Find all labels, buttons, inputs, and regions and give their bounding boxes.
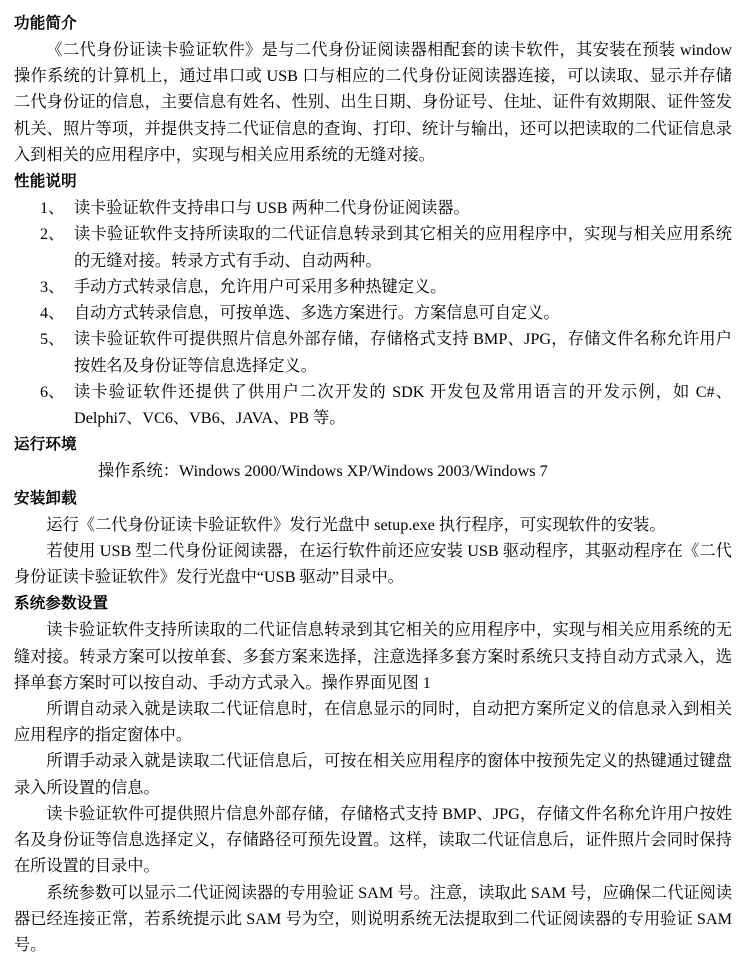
list-item xyxy=(14,379,732,431)
list-item-number: 4、 xyxy=(40,304,65,323)
list-item-number: 6、 xyxy=(40,382,65,401)
list-item xyxy=(14,326,732,378)
list-item-number: 5、 xyxy=(40,330,65,349)
list-item-number: 1、 xyxy=(40,199,65,218)
list-item-text: 自动方式转录信息，可按单选、多选方案进行。方案信息可自定义。 xyxy=(74,304,560,323)
list-item-text: 读卡验证软件支持串口与 USB 两种二代身份证阅读器。 xyxy=(74,199,470,218)
section-heading-performance: 性能说明 xyxy=(14,173,77,191)
paragraph-sysparam-3: 所谓手动录入就是读取二代证信息后，可按在相关应用程序的窗体中按预先定义的热键通过键盘录入所设置的信息。 xyxy=(14,752,732,797)
section-heading-intro: 功能简介 xyxy=(14,15,77,32)
list-item-text: 读卡验证软件还提供了供用户二次开发的 SDK 开发包及常用语言的开发示例，如 C#、Delphi7、VC6、VB6、JAVA、PB 等。 xyxy=(74,382,732,428)
list-item xyxy=(14,274,732,300)
list-item-text: 读卡验证软件可提供照片信息外部存储，存储格式支持 BMP、JPG，存储文件名称允许用户按姓名及身份证等信息选择定义。 xyxy=(74,330,732,375)
section-heading-install: 安装卸载 xyxy=(14,489,77,507)
list-item-text: 读卡验证软件支持所读取的二代证信息转录到其它相关的应用程序中，实现与相关应用系统的无缝对接。转录方式有手动、自动两种。 xyxy=(74,225,732,270)
paragraph-intro-1: 《二代身份证读卡验证软件》是与二代身份证阅读器相配套的读卡软件，其安装在预装 window 操作系统的计算机上，通过串口或 USB 口与相应的二代身份证阅读器连接，可以读取、显示并存储二代身份证的信息，主要信息有姓名、性别、出生日期、身份证号、住址、证件有效期限、证件签发机关、照片等项，并提供支持二代证信息的查询、打印、统计与输出，还可以把读取的二代证信息录入到相关的应用程序中，实现与相关应用系统的无缝对接。 xyxy=(14,41,732,164)
paragraph-sysparam-5: 系统参数可以显示二代证阅读器的专用验证 SAM 号。注意，读取此 SAM 号，应确保二代证阅读器已经连接正常，若系统提示此 SAM 号为空，则说明系统无法提取到二代证阅读器的专用验证 SAM 号。 xyxy=(14,883,732,955)
performance-list xyxy=(14,195,732,431)
list-item-number: 2、 xyxy=(40,225,65,244)
list-item-text: 手动方式转录信息，允许用户可采用多种热键定义。 xyxy=(74,277,447,296)
runtime-os-line: 操作系统：Windows 2000/Windows XP/Windows 2003/Windows 7 xyxy=(98,462,548,481)
list-item xyxy=(14,195,732,221)
paragraph-sysparam-4: 读卡验证软件可提供照片信息外部存储，存储格式支持 BMP、JPG，存储文件名称允许用户按姓名及身份证等信息选择定义，存储路径可预先设置。这样，读取二代证信息后，证件照片会同时保持在所设置的目录中。 xyxy=(14,804,732,876)
paragraph-install-2: 若使用 USB 型二代身份证阅读器，在运行软件前还应安装 USB 驱动程序，其驱动程序在《二代身份证读卡验证软件》发行光盘中“USB 驱动”目录中。 xyxy=(14,541,732,587)
section-heading-runtime: 运行环境 xyxy=(14,436,77,454)
paragraph-sysparam-1: 读卡验证软件支持所读取的二代证信息转录到其它相关的应用程序中，实现与相关应用系统的无缝对接。转录方案可以按单套、多套方案来选择，注意选择多套方案时系统只支持自动方式录入，选择单套方案时可以按自动、手动方式录入。操作界面见图 1 xyxy=(14,621,732,692)
list-item-number: 3、 xyxy=(40,277,65,296)
list-item xyxy=(14,221,732,273)
paragraph-sysparam-2: 所谓自动录入就是读取二代证信息时，在信息显示的同时，自动把方案所定义的信息录入到相关应用程序的指定窗体中。 xyxy=(14,700,732,745)
paragraph-install-1: 运行《二代身份证读卡验证软件》发行光盘中 setup.exe 执行程序，可实现软件的安装。 xyxy=(46,515,666,534)
list-item xyxy=(14,300,732,326)
section-heading-sysparam: 系统参数设置 xyxy=(14,595,109,613)
